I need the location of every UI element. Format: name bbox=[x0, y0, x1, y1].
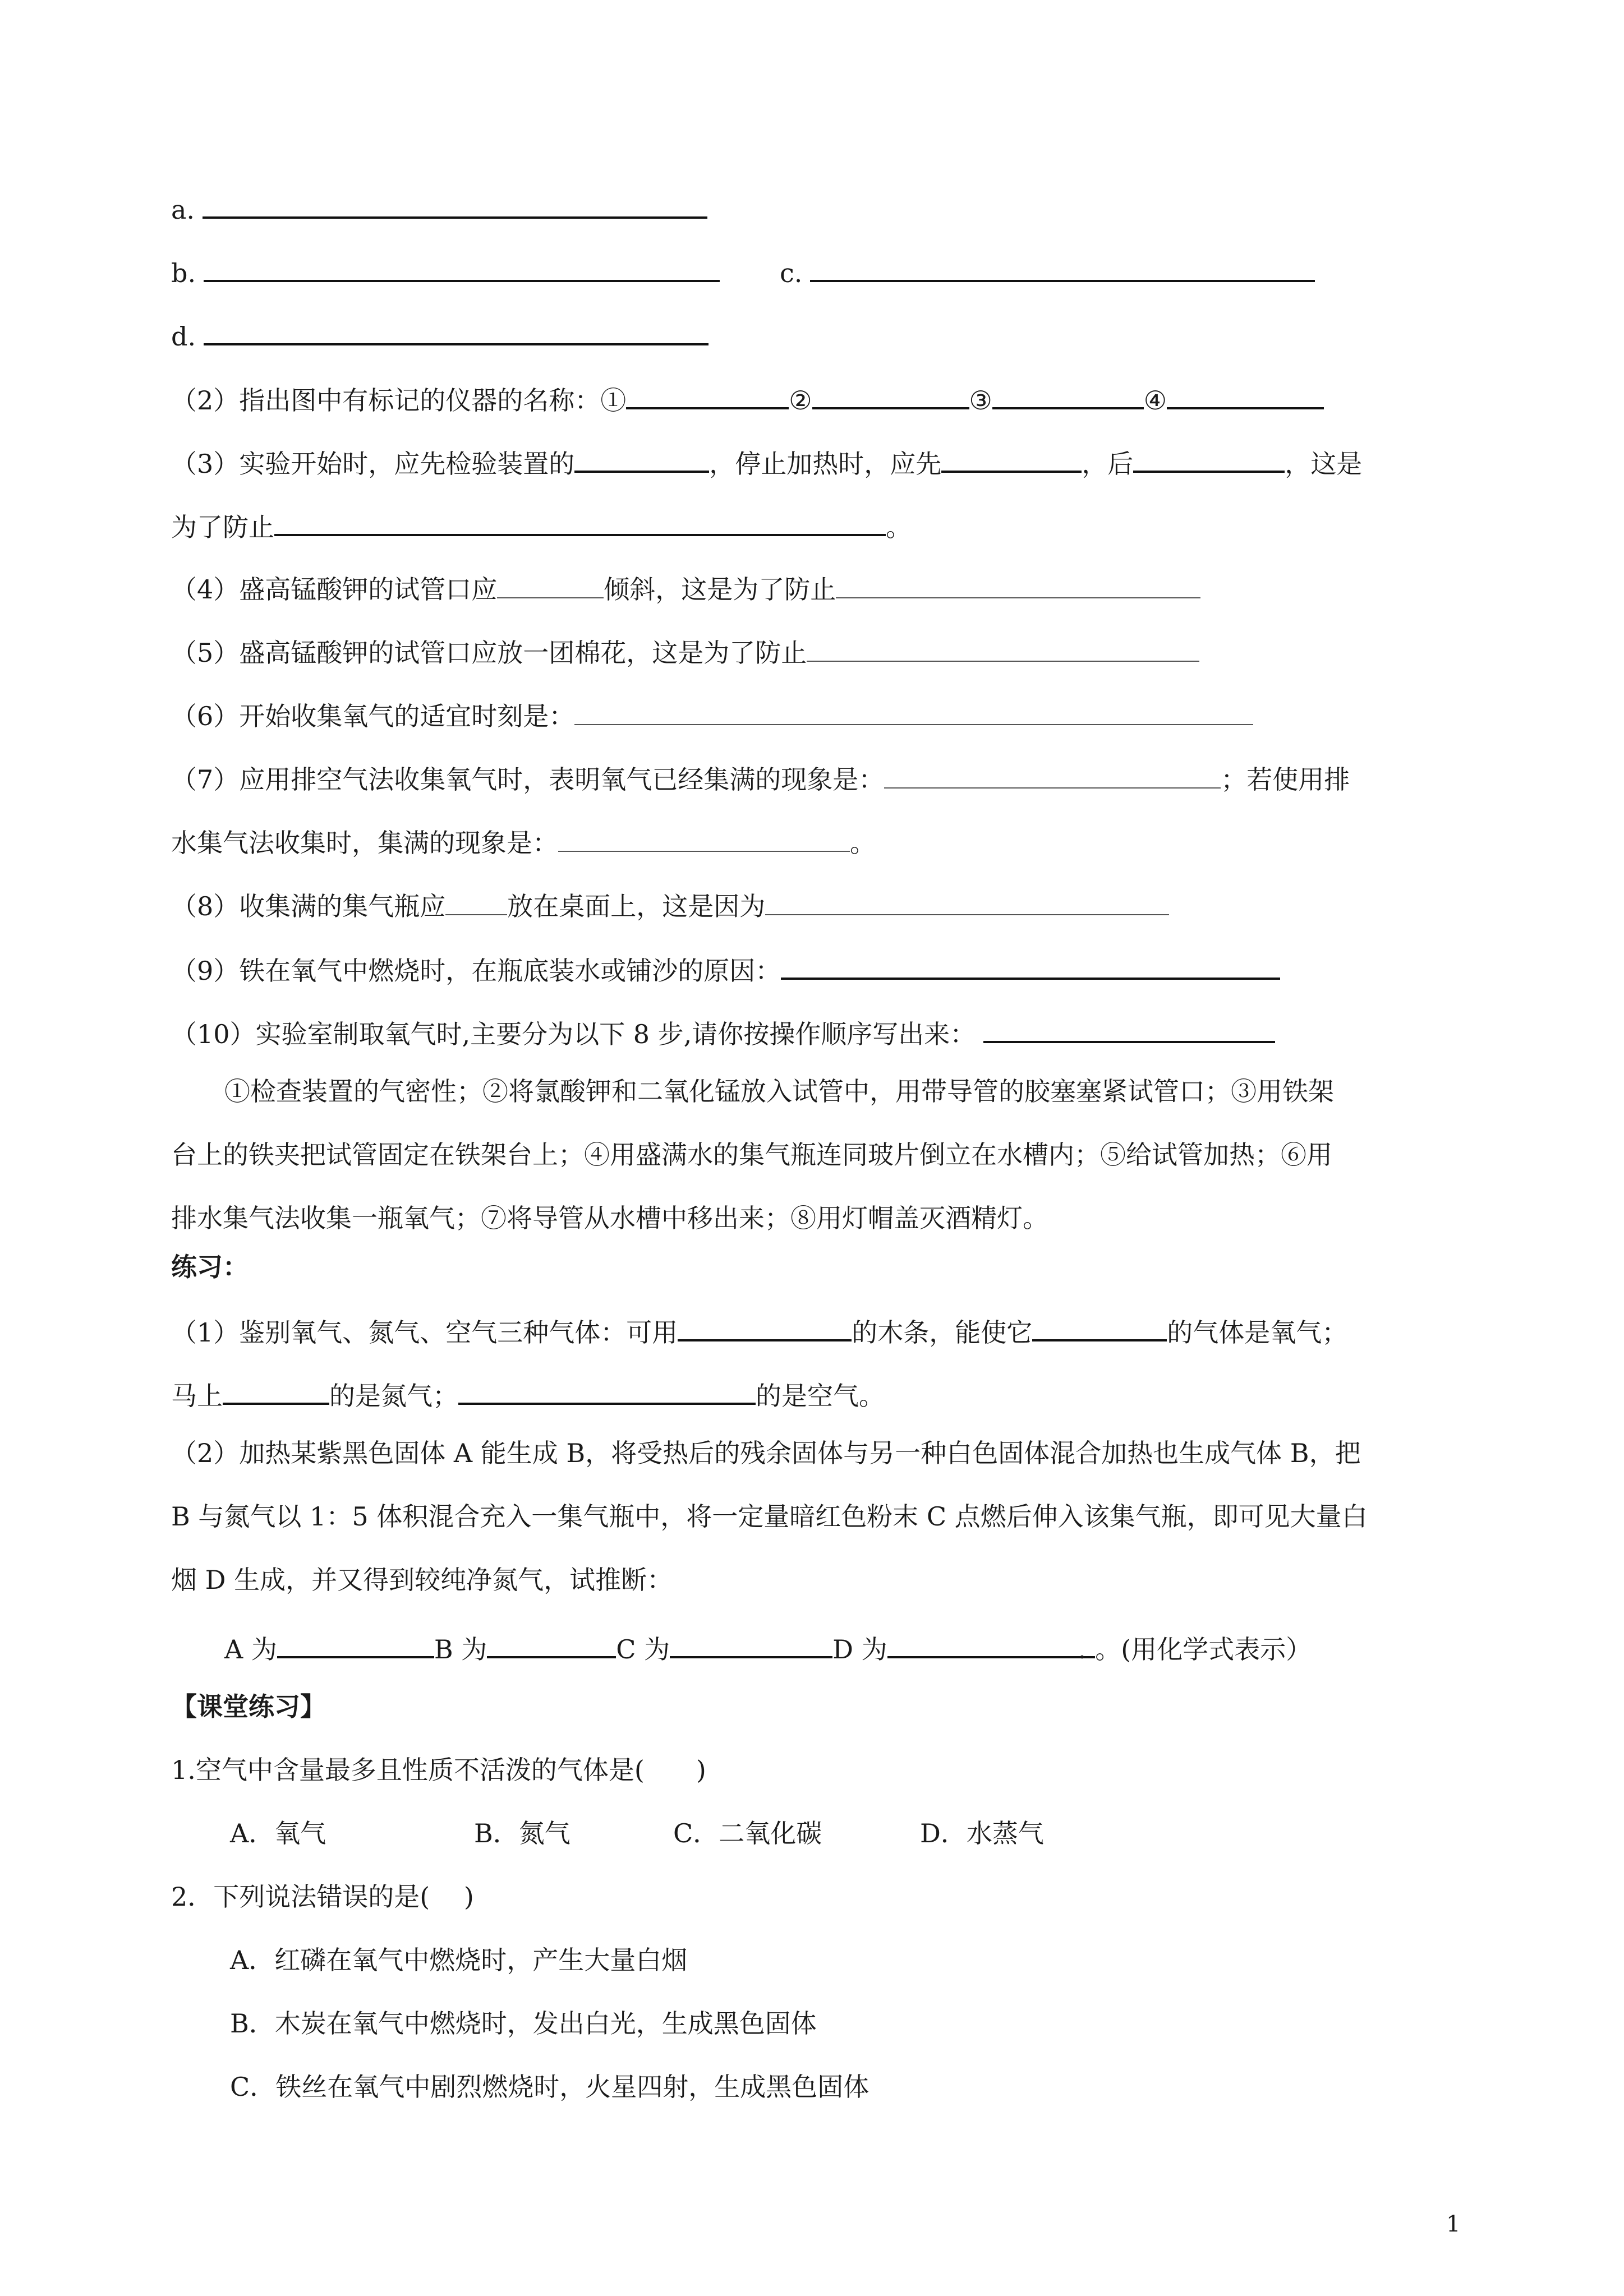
question-2: （2）指出图中有标记的仪器的名称：① ② ③ ④ bbox=[171, 381, 1324, 413]
practice-2-line2: B 与氮气以 1：5 体积混合充入一集气瓶中，将一定量暗红色粉末 C 点燃后伸入该集气瓶，即可见大量白 bbox=[171, 1501, 1368, 1532]
question-7-line1: （7）应用排空气法收集氧气时，表明氧气已经集满的现象是： ；若使用排 bbox=[171, 762, 1350, 792]
classroom-q2: 2．下列说法错误的是( ) bbox=[171, 1882, 474, 1912]
question-6: （6）开始收集氧气的适宜时刻是： bbox=[171, 698, 1253, 729]
blank-line-c bbox=[780, 254, 1315, 286]
practice-2-answers: A 为 B 为 C 为 D 为 . 。(用化学式表示） bbox=[224, 1630, 1312, 1662]
label-d: d. bbox=[171, 321, 196, 352]
classroom-heading: 【课堂练习】 bbox=[171, 1691, 326, 1722]
steps-line-3: 排水集气法收集一瓶氧气；⑦将导管从水槽中移出来；⑧用灯帽盖灭酒精灯。 bbox=[171, 1203, 1048, 1233]
practice-1-line1: （1）鉴别氧气、氮气、空气三种气体：可用 的木条，能使它 的气体是氧气； bbox=[171, 1313, 1347, 1345]
practice-2-line1: （2）加热某紫黑色固体 A 能生成 B，将受热后的残余固体与另一种白色固体混合加热也生成气体 B，把 bbox=[171, 1438, 1361, 1468]
question-10: （10）实验室制取氧气时,主要分为以下 8 步,请你按操作顺序写出来： bbox=[171, 1015, 1275, 1047]
practice-1-line2: 马上 的是氮气； 的是空气。 bbox=[171, 1377, 885, 1409]
practice-2-line3: 烟 D 生成，并又得到较纯净氮气，试推断： bbox=[171, 1565, 673, 1595]
question-3-line1: （3）实验开始时，应先检验装置的 ，停止加热时，应先 ，后 ，这是 bbox=[171, 445, 1362, 477]
classroom-q2-option-c: C．铁丝在氧气中剧烈燃烧时，火星四射，生成黑色固体 bbox=[230, 2072, 869, 2102]
question-5: （5）盛高锰酸钾的试管口应放一团棉花，这是为了防止 bbox=[171, 635, 1199, 666]
practice-heading: 练习： bbox=[171, 1252, 249, 1282]
classroom-q1-option-b: B．氮气 bbox=[474, 1818, 571, 1848]
label-c: c. bbox=[780, 258, 803, 288]
classroom-q1-option-a: A．氧气 bbox=[230, 1818, 326, 1848]
blank-line-a bbox=[171, 191, 707, 223]
classroom-q1-option-d: D．水蒸气 bbox=[920, 1818, 1044, 1848]
question-8: （8）收集满的集气瓶应 放在桌面上，这是因为 bbox=[171, 888, 1169, 919]
steps-line-1: ①检查装置的气密性；②将氯酸钾和二氧化锰放入试管中，用带导管的胶塞塞紧试管口；③用铁架 bbox=[224, 1076, 1334, 1106]
question-3-line2: 为了防止 。 bbox=[171, 508, 912, 540]
page-number: 1 bbox=[1446, 2211, 1461, 2237]
question-4: （4）盛高锰酸钾的试管口应 倾斜，这是为了防止 bbox=[171, 571, 1200, 602]
classroom-q1-option-c: C．二氧化碳 bbox=[673, 1818, 822, 1848]
question-9: （9）铁在氧气中燃烧时，在瓶底装水或铺沙的原因： bbox=[171, 952, 1280, 984]
label-a: a. bbox=[171, 195, 195, 225]
classroom-q2-option-b: B．木炭在氧气中燃烧时，发出白光，生成黑色固体 bbox=[230, 2008, 817, 2039]
blank-line-b bbox=[171, 254, 720, 286]
classroom-q1: 1.空气中含量最多且性质不活泼的气体是( ) bbox=[171, 1755, 706, 1785]
blank-line-d bbox=[171, 317, 709, 352]
steps-line-2: 台上的铁夹把试管固定在铁架台上；④用盛满水的集气瓶连同玻片倒立在水槽内；⑤给试管加热；⑥用 bbox=[171, 1140, 1332, 1170]
classroom-q2-option-a: A．红磷在氧气中燃烧时，产生大量白烟 bbox=[230, 1945, 688, 1975]
label-b: b. bbox=[171, 258, 196, 288]
question-7-line2: 水集气法收集时，集满的现象是： 。 bbox=[171, 825, 876, 856]
